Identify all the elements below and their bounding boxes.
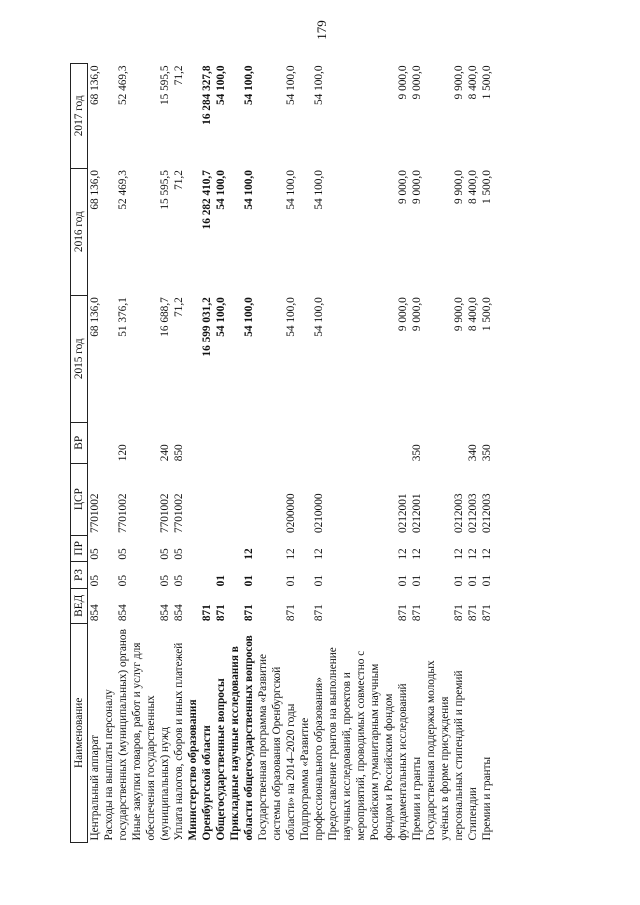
cell-pr [186, 535, 214, 562]
cell-rz: 05 [173, 575, 185, 587]
cell-2015: 16 599 031,2 [201, 297, 213, 357]
cell-2015: 54 100,0 [285, 297, 297, 337]
cell-vr: 850 [173, 444, 185, 462]
cell-pr: 05 [89, 548, 101, 560]
cell-2015: 54 100,0 [215, 297, 227, 337]
page-number: 179 [313, 20, 329, 40]
cell-2017: 54 100,0 [243, 65, 255, 106]
cell-2015: 9 000,0 [411, 297, 423, 332]
cell-2017: 71,2 [173, 65, 185, 86]
header-csr: ЦСР [71, 463, 88, 535]
cell-2017: 15 595,5 [159, 65, 171, 106]
cell-2015: 54 100,0 [313, 297, 325, 337]
cell-2016: 16 282 410,7 [201, 170, 213, 230]
table-row [480, 64, 494, 843]
cell-rz: 01 [453, 575, 465, 587]
cell-ved: 854 [117, 604, 129, 622]
table-row [172, 64, 186, 843]
cell-rz: 01 [243, 575, 255, 587]
budget-table [70, 63, 494, 843]
cell-2015: 16 688,7 [159, 297, 171, 337]
cell-pr: 12 [285, 548, 297, 560]
cell-ved: 871 [467, 604, 479, 622]
cell-rz: 01 [397, 575, 409, 587]
cell-csr: 0212003 [467, 493, 479, 534]
cell-2015: 9 000,0 [397, 297, 409, 332]
cell-pr: 12 [313, 548, 325, 560]
cell-csr: 7701002 [173, 493, 185, 534]
cell-pr: 12 [243, 548, 255, 560]
cell-2016: 1 500,0 [481, 170, 493, 204]
cell-vr [256, 422, 298, 463]
cell-ved: 854 [173, 604, 185, 622]
table-row [298, 64, 326, 843]
cell-vr: 240 [159, 444, 171, 462]
cell-pr: 05 [117, 548, 129, 560]
header-rz: РЗ [71, 562, 88, 589]
cell-pr: 12 [467, 548, 479, 560]
cell-2017: 8 400,0 [467, 65, 479, 100]
table-row [228, 64, 256, 843]
cell-vr: 340 [467, 444, 479, 462]
cell-2017: 9 000,0 [411, 65, 423, 100]
table-row [186, 64, 214, 843]
cell-csr: 7701002 [159, 493, 171, 534]
cell-name: Государственная поддержка молодых учёных в форме присуждения персональных стипендий и премий [425, 660, 465, 841]
cell-ved: 871 [411, 604, 423, 622]
cell-2017: 9 000,0 [397, 65, 409, 100]
cell-2017: 68 136,0 [89, 65, 101, 106]
cell-rz: 05 [117, 575, 129, 587]
table-row [88, 64, 103, 843]
cell-name: Центральный аппарат [89, 734, 101, 841]
cell-pr [214, 535, 228, 562]
cell-2016: 54 100,0 [313, 170, 325, 210]
cell-vr: 350 [411, 444, 423, 462]
cell-2016: 52 469,3 [117, 170, 129, 210]
table-row [214, 64, 228, 843]
cell-2015: 54 100,0 [243, 297, 255, 337]
header-2016: 2016 год [71, 168, 88, 295]
cell-ved: 854 [159, 604, 171, 622]
rotated-table-container [70, 45, 558, 843]
cell-csr: 0212001 [397, 493, 409, 534]
cell-ved: 871 [215, 604, 227, 622]
cell-2017: 54 100,0 [215, 65, 227, 106]
table-row [256, 64, 298, 843]
cell-2016: 71,2 [173, 170, 185, 190]
cell-csr: 0212003 [481, 493, 493, 534]
cell-2016: 54 100,0 [243, 170, 255, 210]
cell-rz: 01 [313, 575, 325, 587]
cell-vr [424, 422, 466, 463]
cell-name: Прикладные научные исследования в области общегосударственных вопросов [229, 635, 255, 841]
cell-ved: 871 [201, 604, 213, 622]
header-2017: 2017 год [71, 64, 88, 169]
cell-vr [228, 422, 256, 463]
table-header-row [71, 64, 88, 843]
cell-rz: 05 [89, 575, 101, 587]
table-body [88, 64, 495, 843]
cell-name: Премии и гранты [411, 756, 423, 841]
header-name: Наименование [71, 623, 88, 842]
cell-csr: 0200000 [285, 493, 297, 534]
cell-csr: 0212001 [411, 493, 423, 534]
cell-csr [186, 463, 214, 535]
cell-ved: 871 [481, 604, 493, 622]
cell-pr: 12 [397, 548, 409, 560]
cell-2016: 15 595,5 [159, 170, 171, 210]
header-pr: ПР [71, 535, 88, 562]
cell-2015: 1 500,0 [481, 297, 493, 332]
cell-2017: 54 100,0 [313, 65, 325, 106]
cell-vr [88, 422, 103, 463]
cell-name: Министерство образования Оренбургской области [187, 699, 213, 841]
cell-rz: 01 [215, 575, 227, 587]
cell-2015: 68 136,0 [89, 297, 101, 337]
cell-name: Общегосударственные вопросы [215, 678, 227, 841]
cell-pr: 12 [453, 548, 465, 560]
cell-vr [186, 422, 214, 463]
table-row [466, 64, 480, 843]
cell-name: Расходы на выплаты персоналу государственных (муниципальных) органов [103, 629, 129, 841]
cell-2017: 52 469,3 [117, 65, 129, 106]
header-ved: ВЕД [71, 588, 88, 623]
cell-name: Стипендии [467, 787, 479, 841]
table-row [130, 64, 172, 843]
cell-2016: 9 000,0 [397, 170, 409, 204]
cell-2016: 54 100,0 [285, 170, 297, 210]
table-row [102, 64, 130, 843]
cell-2016: 9 000,0 [411, 170, 423, 204]
cell-ved: 871 [285, 604, 297, 622]
cell-2017: 16 284 327,8 [201, 65, 213, 125]
cell-2016: 8 400,0 [467, 170, 479, 204]
cell-name: Премии и гранты [481, 756, 493, 841]
cell-2015: 71,2 [173, 297, 185, 317]
cell-vr [298, 422, 326, 463]
cell-pr: 05 [159, 548, 171, 560]
cell-name: Предоставление грантов на выполнение научных исследований, проектов и мероприятий, проводимых совместно с Российским гуманитарным научным фондом и Российским фондом фундаментальных исследований [327, 647, 409, 841]
cell-ved: 871 [453, 604, 465, 622]
cell-2016: 54 100,0 [215, 170, 227, 210]
cell-csr: 7701002 [89, 493, 101, 534]
cell-2015: 9 900,0 [453, 297, 465, 332]
cell-rz: 05 [159, 575, 171, 587]
table-row [326, 64, 410, 843]
cell-rz: 01 [481, 575, 493, 587]
cell-2016: 9 900,0 [453, 170, 465, 204]
cell-pr: 05 [173, 548, 185, 560]
table-row [410, 64, 424, 843]
cell-csr: 7701002 [117, 493, 129, 534]
cell-vr [326, 422, 410, 463]
cell-2017: 1 500,0 [481, 65, 493, 100]
cell-2017: 54 100,0 [285, 65, 297, 106]
cell-name: Государственная программа «Развитие системы образования Оренбургской области» на 2014–2020 годы [257, 653, 297, 841]
cell-name: Подпрограмма «Развитие профессионального образования» [299, 677, 325, 841]
cell-ved: 871 [313, 604, 325, 622]
header-vr: ВР [71, 422, 88, 463]
cell-pr: 12 [481, 548, 493, 560]
cell-rz: 01 [467, 575, 479, 587]
table-row [424, 64, 466, 843]
cell-csr: 0212003 [453, 493, 465, 534]
cell-ved: 871 [243, 604, 255, 622]
cell-csr: 0210000 [313, 493, 325, 534]
cell-2016: 68 136,0 [89, 170, 101, 210]
cell-rz: 01 [285, 575, 297, 587]
cell-pr: 12 [411, 548, 423, 560]
cell-rz: 01 [411, 575, 423, 587]
cell-rz [186, 562, 214, 589]
cell-vr: 350 [481, 444, 493, 462]
cell-name: Уплата налогов, сборов и иных платежей [173, 642, 185, 841]
cell-name: Иные закупки товаров, работ и услуг для обеспечения государственных (муниципальных) нужд [131, 642, 171, 841]
cell-2017: 9 900,0 [453, 65, 465, 100]
cell-2015: 51 376,1 [117, 297, 129, 337]
cell-2015: 8 400,0 [467, 297, 479, 332]
cell-csr [228, 463, 256, 535]
cell-vr [214, 422, 228, 463]
cell-csr [214, 463, 228, 535]
cell-ved: 871 [397, 604, 409, 622]
cell-ved: 854 [89, 604, 101, 622]
header-2015: 2015 год [71, 295, 88, 422]
cell-vr: 120 [117, 444, 129, 462]
